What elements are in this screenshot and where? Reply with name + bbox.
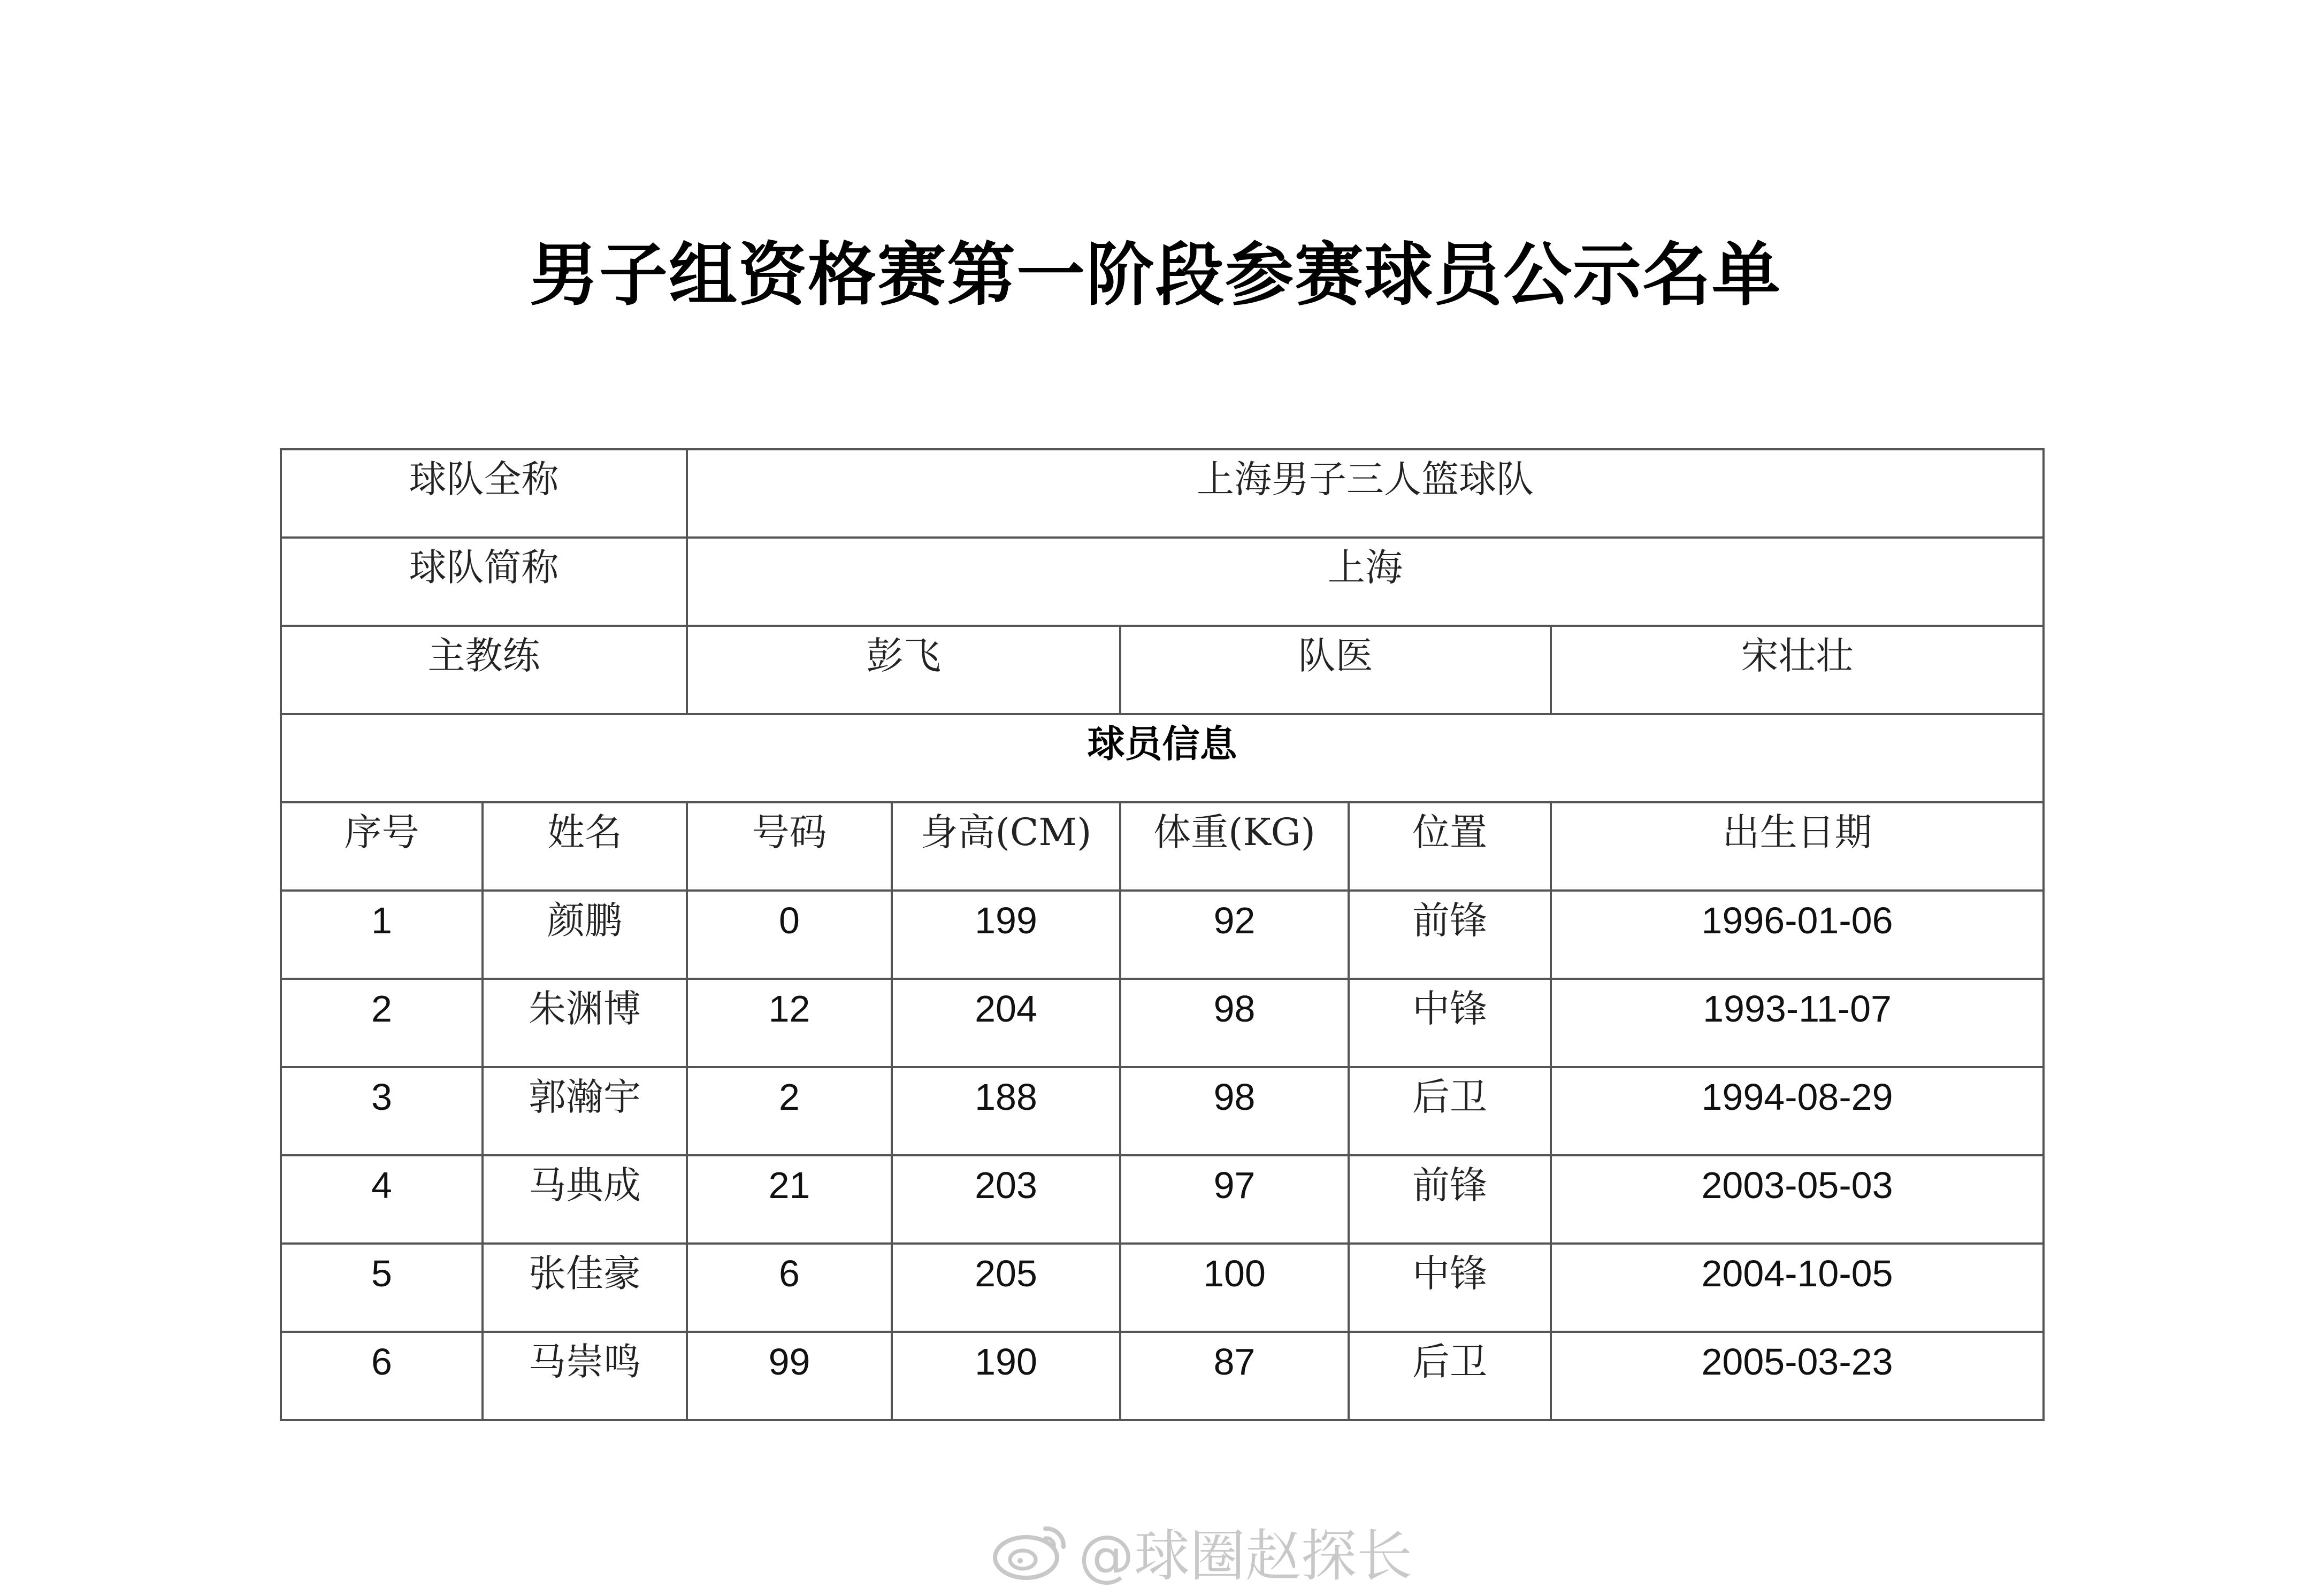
player-index: 4 [281,1155,483,1244]
roster-table [280,448,2045,1421]
player-position: 后卫 [1349,1332,1551,1420]
player-jersey-number: 6 [687,1244,892,1332]
player-weight: 92 [1120,891,1349,979]
table-row [281,1155,2044,1244]
player-jersey-number: 2 [687,1067,892,1155]
player-position: 前锋 [1349,891,1551,979]
player-birth-date: 1993-11-07 [1551,979,2044,1067]
player-height: 190 [892,1332,1120,1420]
team-full-name-row [281,449,2044,538]
player-name: 朱渊博 [483,979,687,1067]
player-height: 205 [892,1244,1120,1332]
player-section-heading: 球员信息 [281,714,2044,802]
column-header-index: 序号 [281,802,483,891]
document-title: 男子组资格赛第一阶段参赛球员公示名单 [529,235,1781,315]
column-header-height: 身高(CM) [892,802,1120,891]
team-short-name-row [281,538,2044,626]
player-index: 5 [281,1244,483,1332]
player-index: 6 [281,1332,483,1420]
player-birth-date: 1996-01-06 [1551,891,2044,979]
player-jersey-number: 0 [687,891,892,979]
player-weight: 98 [1120,979,1349,1067]
player-name: 马崇鸣 [483,1332,687,1420]
player-section-heading-row [281,714,2044,802]
player-height: 203 [892,1155,1120,1244]
player-position: 后卫 [1349,1067,1551,1155]
player-name: 颜鹏 [483,891,687,979]
player-name: 郭瀚宇 [483,1067,687,1155]
player-position: 前锋 [1349,1155,1551,1244]
player-weight: 98 [1120,1067,1349,1155]
team-short-name-label: 球队简称 [281,538,687,626]
column-header-jersey-number: 号码 [687,802,892,891]
player-jersey-number: 99 [687,1332,892,1420]
player-index: 2 [281,979,483,1067]
table-row [281,979,2044,1067]
player-height: 204 [892,979,1120,1067]
player-birth-date: 1994-08-29 [1551,1067,2044,1155]
player-column-header-row [281,802,2044,891]
staff-row [281,626,2044,714]
team-short-name-value: 上海 [687,538,2044,626]
table-row [281,1244,2044,1332]
table-row [281,1067,2044,1155]
column-header-weight: 体重(KG) [1120,802,1349,891]
player-jersey-number: 21 [687,1155,892,1244]
team-full-name-value: 上海男子三人篮球队 [687,449,2044,538]
player-index: 3 [281,1067,483,1155]
player-birth-date: 2003-05-03 [1551,1155,2044,1244]
player-name: 张佳豪 [483,1244,687,1332]
watermark [990,1519,1413,1589]
player-name: 马典成 [483,1155,687,1244]
player-position: 中锋 [1349,979,1551,1067]
team-doctor-label: 队医 [1120,626,1551,714]
player-weight: 87 [1120,1332,1349,1420]
player-height: 188 [892,1067,1120,1155]
head-coach-value: 彭飞 [687,626,1120,714]
head-coach-label: 主教练 [281,626,687,714]
player-birth-date: 2005-03-23 [1551,1332,2044,1420]
player-jersey-number: 12 [687,979,892,1067]
player-height: 199 [892,891,1120,979]
player-weight: 97 [1120,1155,1349,1244]
player-index: 1 [281,891,483,979]
column-header-birth-date: 出生日期 [1551,802,2044,891]
player-position: 中锋 [1349,1244,1551,1332]
team-doctor-value: 宋壮壮 [1551,626,2044,714]
table-row [281,1332,2044,1420]
team-full-name-label: 球队全称 [281,449,687,538]
watermark-text: @球圈赵探长 [1078,1523,1413,1589]
column-header-name: 姓名 [483,802,687,891]
column-header-position: 位置 [1349,802,1551,891]
player-birth-date: 2004-10-05 [1551,1244,2044,1332]
player-weight: 100 [1120,1244,1349,1332]
weibo-icon [990,1519,1070,1583]
table-row [281,891,2044,979]
